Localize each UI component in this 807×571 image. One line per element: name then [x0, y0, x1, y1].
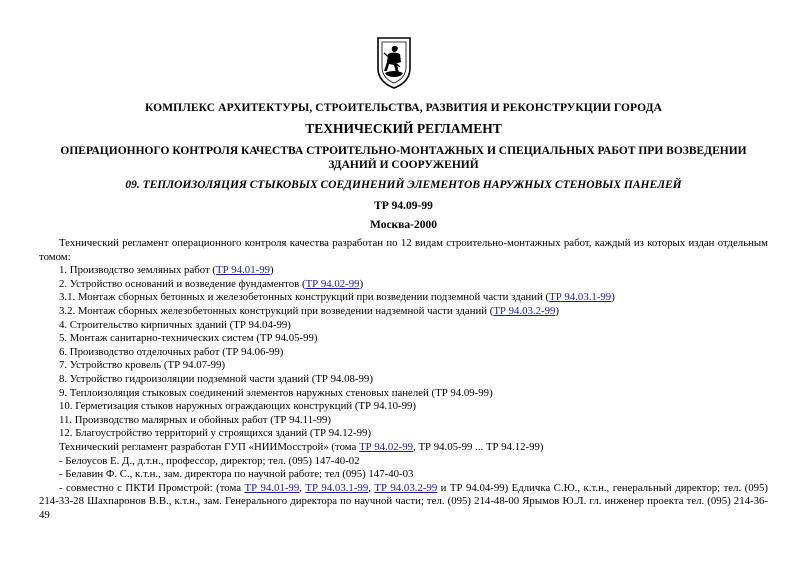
developed-by: Технический регламент разработан ГУП «НИИМосстрой» (тома ТР 94.02-99, ТР 94.05-99 ... ТР 94.12-99): [59, 440, 544, 453]
link-tr-94-03-2-pkti[interactable]: ТР 94.03.2-99: [374, 481, 438, 494]
list-item: 8. Устройство гидроизоляции подземной части зданий (ТР 94.08-99): [59, 372, 373, 385]
list-item: 12. Благоустройство территорий у строящихся зданий (ТР 94.12-99): [59, 427, 372, 440]
link-tr-94-01[interactable]: ТР 94.01-99: [216, 264, 270, 277]
moscow-coat-of-arms-icon: [374, 34, 414, 90]
complex-title: КОМПЛЕКС АРХИТЕКТУРЫ, СТРОИТЕЛЬСТВА, РАЗВИТИЯ И РЕКОНСТРУКЦИИ ГОРОДА: [145, 102, 662, 114]
list-item: 7. Устройство кровель (ТР 94.07-99): [59, 359, 226, 372]
list-item: 9. Теплоизоляция стыковых соединений элементов наружных стеновых панелей (ТР 94.09-99): [59, 386, 493, 399]
link-tr-94-01-pkti[interactable]: ТР 94.01-99: [244, 481, 300, 494]
document-code: ТР 94.09-99: [374, 200, 433, 212]
link-tr-94-03-2[interactable]: ТР 94.03.2-99: [493, 304, 556, 317]
list-item: 3.2. Монтаж сборных железобетонных конструкций при возведении надземной части зданий (ТР 94.03.2-99): [59, 304, 560, 317]
list-item: 5. Монтаж санитарно-технических систем (ТР 94.05-99): [59, 332, 318, 345]
pkti-paragraph: - совместно с ПКТИ Промстрой: (тома ТР 94.01-99, ТР 94.03.1-99, ТР 94.03.2-99 и ТР 94.04-99) Едличка С.Ю., к.т.н., генеральный директор; тел. (095) 214-33-28 Шахпаронов В.В., к.т.н., зам. Генерального директора по научной части; тел. (095) 214-48-00 Ярымов Ю.Л. гл. инженер проекта тел. (095) 214-36-49: [39, 481, 769, 521]
list-item: 11. Производство малярных и обойных работ (ТР 94.11-99): [59, 413, 332, 426]
section-title: 09. ТЕПЛОИЗОЛЯЦИЯ СТЫКОВЫХ СОЕДИНЕНИЙ ЭЛЕМЕНТОВ НАРУЖНЫХ СТЕНОВЫХ ПАНЕЛЕЙ: [125, 179, 682, 191]
link-tr-94-02-developed[interactable]: ТР 94.02-99: [359, 440, 414, 453]
list-item: 3.1. Монтаж сборных бетонных и железобетонных конструкций при возведении подземной части зданий (ТР 94.03.1-99): [59, 291, 615, 304]
document-body: [39, 237, 768, 522]
list-item: 4. Строительство кирпичных зданий (ТР 94.04-99): [59, 318, 291, 331]
list-item: 10. Герметизация стыков наружных ограждающих конструкций (ТР 94.10-99): [59, 400, 417, 413]
intro-paragraph: Технический регламент операционного контроля качества разработан по 12 видам строительно-монтажных работ, каждый из которых издан отдельным томом:: [39, 237, 768, 263]
document-subject: ОПЕРАЦИОННОГО КОНТРОЛЯ КАЧЕСТВА СТРОИТЕЛЬНО-МОНТАЖНЫХ И СПЕЦИАЛЬНЫХ РАБОТ ПРИ ВОЗВЕДЕНИИ ЗДАНИЙ И СООРУЖЕНИЙ: [60, 145, 747, 171]
city-year: Москва-2000: [370, 219, 437, 231]
link-tr-94-03-1[interactable]: ТР 94.03.1-99: [549, 291, 612, 304]
author-line: - Белавин Ф. С., к.т.н., зам. директора по научной работе; тел (095) 147-40-03: [59, 468, 414, 481]
list-item: 1. Производство земляных работ (ТР 94.01-99): [59, 264, 274, 277]
link-tr-94-03-1-pkti[interactable]: ТР 94.03.1-99: [305, 481, 369, 494]
author-line: - Белоусов Е. Д., д.т.н., профессор, директор; тел. (095) 147-40-02: [59, 454, 360, 467]
link-tr-94-02[interactable]: ТР 94.02-99: [305, 277, 360, 290]
document-type-title: ТЕХНИЧЕСКИЙ РЕГЛАМЕНТ: [305, 121, 502, 136]
list-item: 2. Устройство оснований и возведение фундаментов (ТР 94.02-99): [59, 277, 364, 290]
list-item: 6. Производство отделочных работ (ТР 94.06-99): [59, 345, 284, 358]
